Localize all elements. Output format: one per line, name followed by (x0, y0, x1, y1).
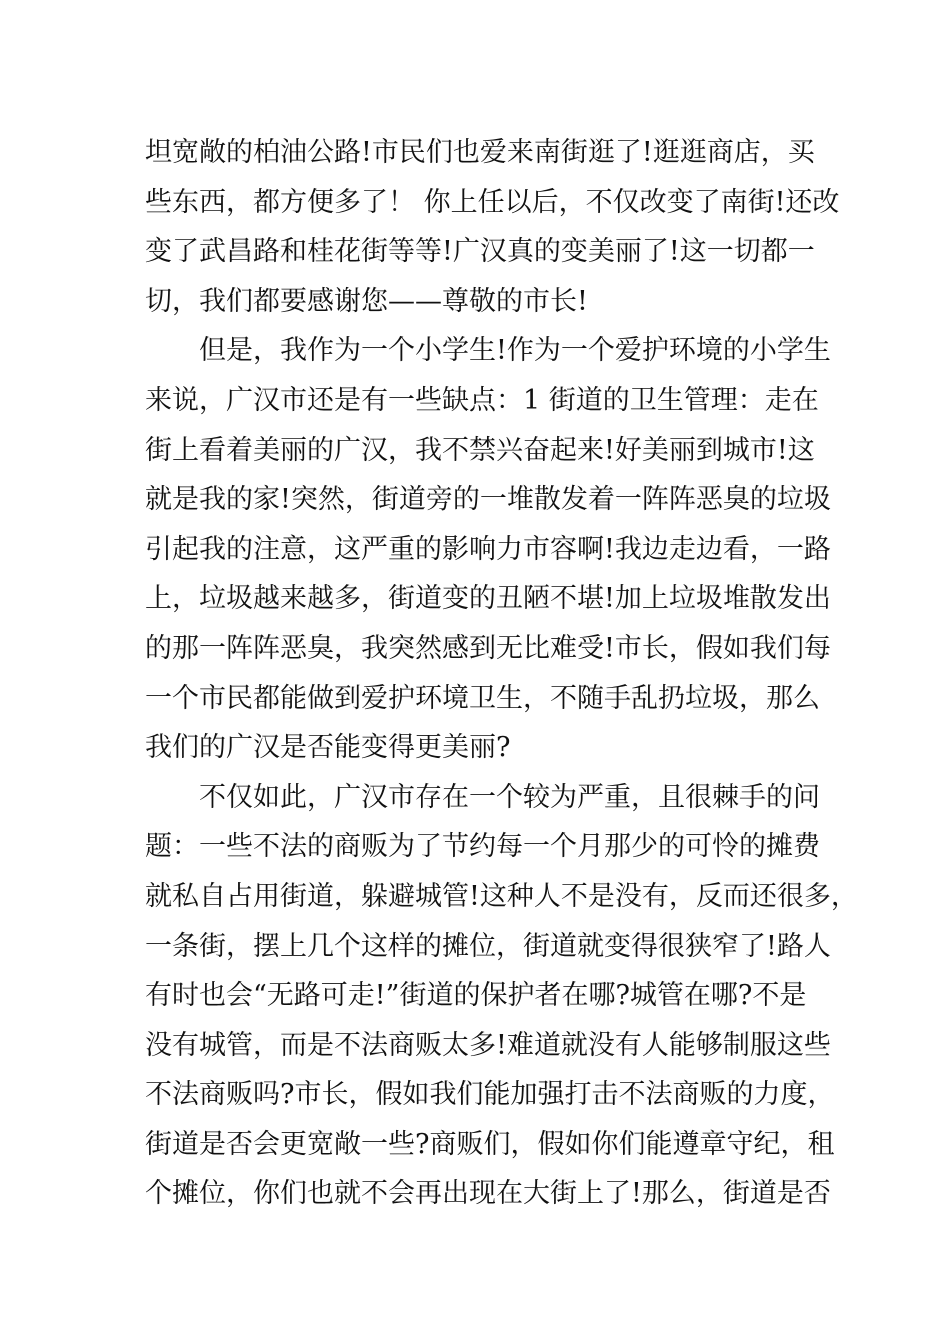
text-line: 切，我们都要感谢您——尊敬的市长! (145, 285, 588, 317)
text-line: 不法商贩吗?市长，假如我们能加强打击不法商贩的力度， (145, 1079, 835, 1111)
text-line: 街上看着美丽的广汉，我不禁兴奋起来!好美丽到城市!这 (145, 434, 815, 466)
text-line: 的那一阵阵恶臭，我突然感到无比难受!市长，假如我们每 (145, 632, 831, 664)
text-line: 来说，广汉市还是有一些缺点：1 街道的卫生管理：走在 (145, 384, 819, 416)
text-line: 我们的广汉是否能变得更美丽? (145, 732, 511, 764)
text-line: 些东西，都方便多了！ 你上任以后，不仅改变了南街!还改 (145, 186, 840, 218)
text-line: 个摊位，你们也就不会再出现在大街上了!那么，街道是否 (145, 1178, 831, 1210)
text-line: 变了武昌路和桂花街等等!广汉真的变美丽了!这一切都一 (145, 236, 815, 268)
text-line: 有时也会“无路可走!”街道的保护者在哪?城管在哪?不是 (145, 980, 807, 1012)
text-line: 坦宽敞的柏油公路!市民们也爱来南街逛了!逛逛商店，买 (145, 137, 815, 168)
text-line: 街道是否会更宽敞一些?商贩们，假如你们能遵章守纪，租 (145, 1128, 835, 1160)
text-line: 没有城管，而是不法商贩太多!难道就没有人能够制服这些 (145, 1029, 831, 1061)
text-line: 题：一些不法的商贩为了节约每一个月那少的可怜的摊费 (145, 831, 820, 863)
letter-body-text (145, 128, 858, 1219)
text-line: 一条街，摆上几个这样的摊位，街道就变得很狭窄了!路人 (145, 930, 831, 962)
text-line: 引起我的注意，这严重的影响力市容啊!我边走边看，一路 (145, 533, 831, 565)
paragraph-first-line: 但是，我作为一个小学生!作为一个爱护环境的小学生 (199, 335, 831, 367)
text-line: 就是我的家!突然，街道旁的一堆散发着一阵阵恶臭的垃圾 (145, 484, 831, 516)
text-line: 一个市民都能做到爱护环境卫生，不随手乱扔垃圾，那么 (145, 682, 820, 714)
text-line: 上，垃圾越来越多，街道变的丑陋不堪!加上垃圾堆散发出 (145, 583, 831, 615)
paragraph-first-line: 不仅如此，广汉市存在一个较为严重，且很棘手的问 (199, 781, 820, 813)
text-line: 就私自占用街道，躲避城管!这种人不是没有，反而还很多， (145, 880, 858, 912)
